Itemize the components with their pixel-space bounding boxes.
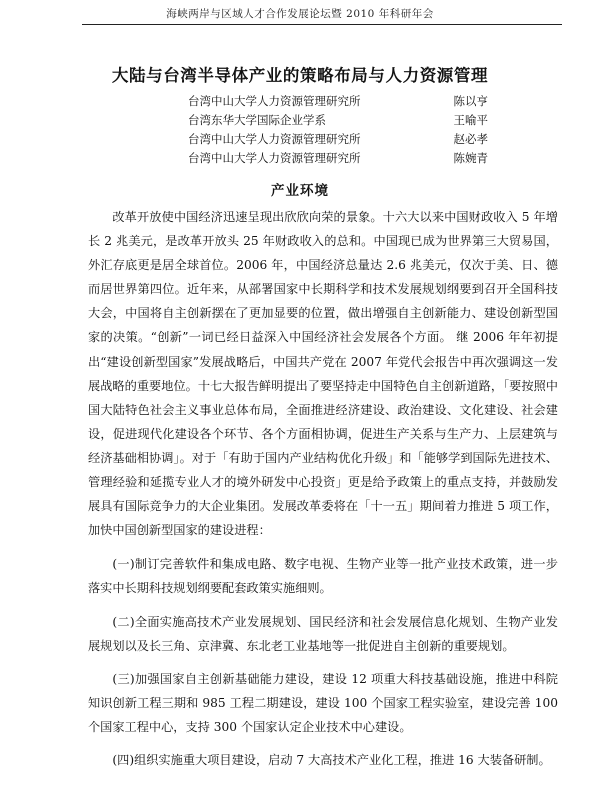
body-paragraph: (三)加强国家自主创新基础能力建设，建设 12 项重大科技基础设施，推进中科院知识创新工程三期和 985 工程二期建设，建设 100 个国家工程实验室，建设完善 100 个国家工程中心，支持 300 个国家认定企业技术中心建设。 <box>88 671 558 734</box>
author-name: 王喻平 <box>453 113 488 127</box>
paper-title: 大陆与台湾半导体产业的策略布局与人力资源管理 <box>111 66 489 85</box>
author-row <box>188 111 488 130</box>
header-rule <box>82 24 562 25</box>
body-paragraph: (二)全面实施高技术产业发展规划、国民经济和社会发展信息化规划、生物产业发展规划以及长三角、京津冀、东北老工业基地等一批促进自主创新的重要规划。 <box>88 614 558 653</box>
author-row <box>188 130 488 149</box>
body-text <box>88 205 558 781</box>
author-affiliation: 台湾东华大学国际企业学系 <box>188 113 326 127</box>
body-paragraph: 改革开放使中国经济迅速呈现出欣欣向荣的景象。十六大以来中国财政收入 5 年增长 2 兆美元，是改革开放头 25 年财政收入的总和。中国现已成为世界第三大贸易国，外汇存底更是居全球首位。2006 年，中国经济总量达 2.6 兆美元，仅次于美、日、德而居世界第四位。近年来，从部署国家中长期科学和技术发展规划纲要到召开全国科技大会，中国将自主创新摆在了更加显要的位置，做出增强自主创新能力、建设创新型国家的决策。“创新”一词已经日益深入中国经济社会发展各个方面。 继 2006 年年初提出“建设创新型国家”发展战略后，中国共产党在 2007 年党代会报告中再次强调这一发展战略的重要地位。十七大报告鲜明提出了要坚持走中国特色自主创新道路，「要按照中国大陆特色社会主义事业总体布局，全面推进经济建设、政治建设、文化建设、社会建设，促进现代化建设各个环节、各个方面相协调，促进生产关系与生产力、上层建筑与经济基础相协调」。对于「有助于国内产业结构优化升级」和「能够学到国际先进技术、管理经验和延揽专业人才的境外研发中心投资」更是给予政策上的重点支持，并鼓励发展具有国际竞争力的大企业集团。发展改革委将在「十一五」期间着力推进 5 项工作，加快中国创新型国家的建设进程： <box>88 210 558 538</box>
author-name: 赵必孝 <box>453 132 488 146</box>
author-name: 陈以亨 <box>453 94 488 108</box>
section-heading: 产业环境 <box>271 183 329 199</box>
author-row <box>188 149 488 168</box>
author-affiliation: 台湾中山大学人力资源管理研究所 <box>188 94 361 108</box>
author-affiliation: 台湾中山大学人力资源管理研究所 <box>188 151 361 165</box>
running-header: 海峡两岸与区域人才合作发展论坛暨 2010 年科研年会 <box>166 8 434 20</box>
author-list <box>188 92 488 168</box>
body-paragraph: (四)组织实施重大项目建设，启动 7 大高技术产业化工程，推进 16 大装备研制。 <box>112 752 551 767</box>
author-row <box>188 92 488 111</box>
author-name: 陈婉青 <box>453 151 488 165</box>
body-paragraph: (一)制订完善软件和集成电路、数字电视、生物产业等一批产业技术政策，进一步落实中长期科技规划纲要配套政策实施细则。 <box>88 557 558 596</box>
author-affiliation: 台湾中山大学人力资源管理研究所 <box>188 132 361 146</box>
